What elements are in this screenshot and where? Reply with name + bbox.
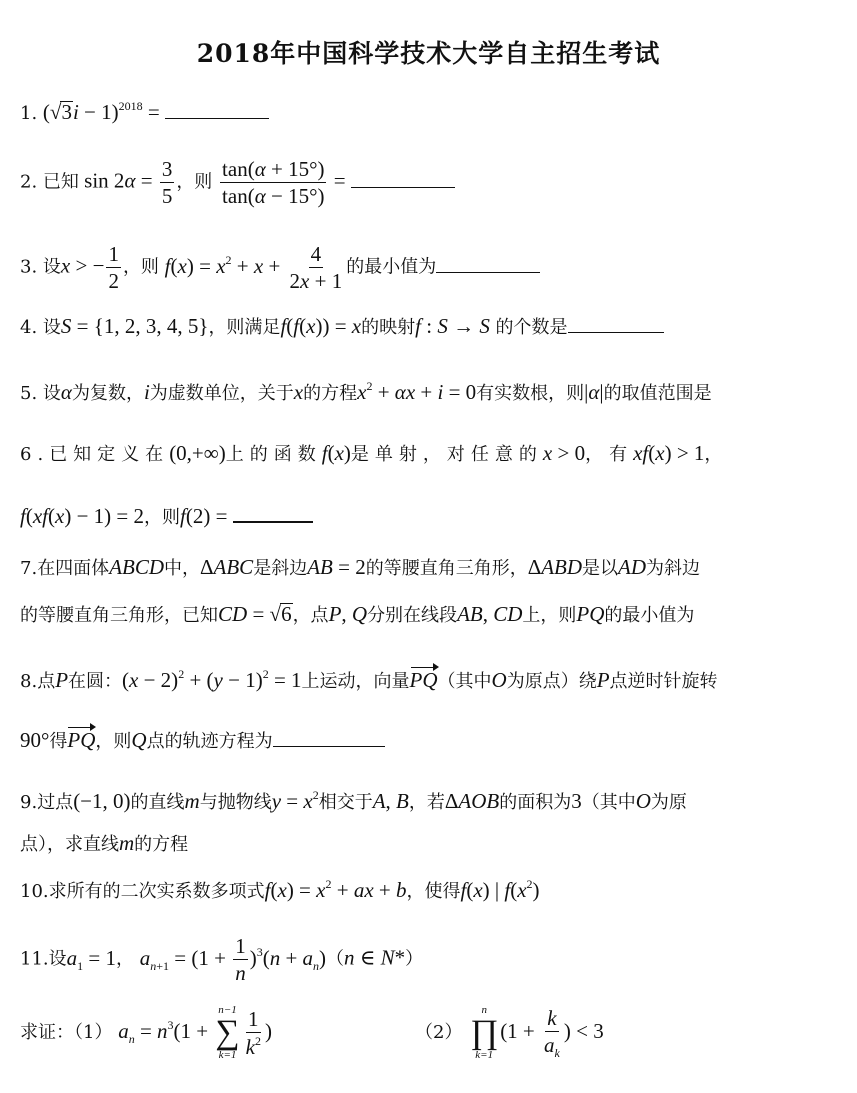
problem-9-line-1: 9.过点(−1, 0)的直线m与抛物线$y = x^2$相交于A, B，若ΔAOB的面积为3（其中O为原 — [20, 788, 687, 813]
problem-11-part-2: （2） n ∏ k=1 (1 + $\frac{k}{a_k}$ ) < 3 — [415, 1004, 604, 1061]
problem-8-line-1: 8.点P在圆：$(x - 2)^2 + (y - 1)^2 = 1$上运动，向量PQ（其中O为原点）绕P点逆时针旋转 — [20, 667, 718, 692]
problem-11-proof: 求证：（1） $a_n = n^3(1$ + n−1 ∑ k=1 $\frac{1}{k^2}$ ) — [20, 1004, 272, 1061]
problem-11: 11.设$a_1 = 1$， $a_{n+1} = (1$ + $\frac{1}{n}$ )$^3(n + a_n)(n$ ∈ N*） — [20, 934, 424, 986]
problem-9-line-2: 点），求直线m的方程 — [20, 831, 189, 855]
page-title: 2018年中国科学技术大学自主招生考试 — [196, 39, 661, 68]
problem-3: 3. 设x > − $\frac{1}{2}$ ，则 $f(x) = x^2 + x$ + $\frac{4}{2x + 1}$ 的最小值为 — [20, 243, 540, 292]
problem-2: 2. 已知 sin 2α = $\frac{3}{5}$ ，则 $\frac{\tan(\alpha + 15^\circ)}{\tan(\alpha - 15^\circ)}$ = — [20, 158, 455, 207]
problem-7-line-2: 的等腰直角三角形，已知CD = √6，点P, Q分别在线段AB, CD上，则PQ的最小值为 — [20, 602, 695, 626]
problem-6-line-2: f(xf(x) − 1) = 2，则f(2) = — [20, 506, 313, 527]
problem-10: 10.求所有的二次实系数多项式$f(x) = x^2$ + ax + b，使得f(x) | $f(x^2)$ — [20, 877, 540, 902]
problem-7-line-1: 7.在四面体ABCD中，ΔABC是斜边AB = 2的等腰直角三角形，ΔABD是以AD为斜边 — [20, 555, 701, 579]
problem-6-line-1: 6.已知定义在(0,+∞)上的函数f(x)是单射，对任意的x > 0，有xf(x) > 1， — [20, 441, 729, 465]
problem-5: 5. 设α为复数，i为虚数单位，关于x的方程$x^2 + \alpha x + i = 0$有实数根，则|α|的取值范围是 — [20, 379, 712, 404]
problem-1: 1. $(√3i - 1)^{2018}$ = — [20, 100, 269, 123]
problem-8-line-2: 90°得PQ，则Q点的轨迹方程为 — [20, 730, 385, 751]
problem-4: 4. 设S = {1, 2, 3, 4, 5}，则满足f(f(x)) = x的映射f : S → S 的个数是 — [20, 316, 664, 337]
